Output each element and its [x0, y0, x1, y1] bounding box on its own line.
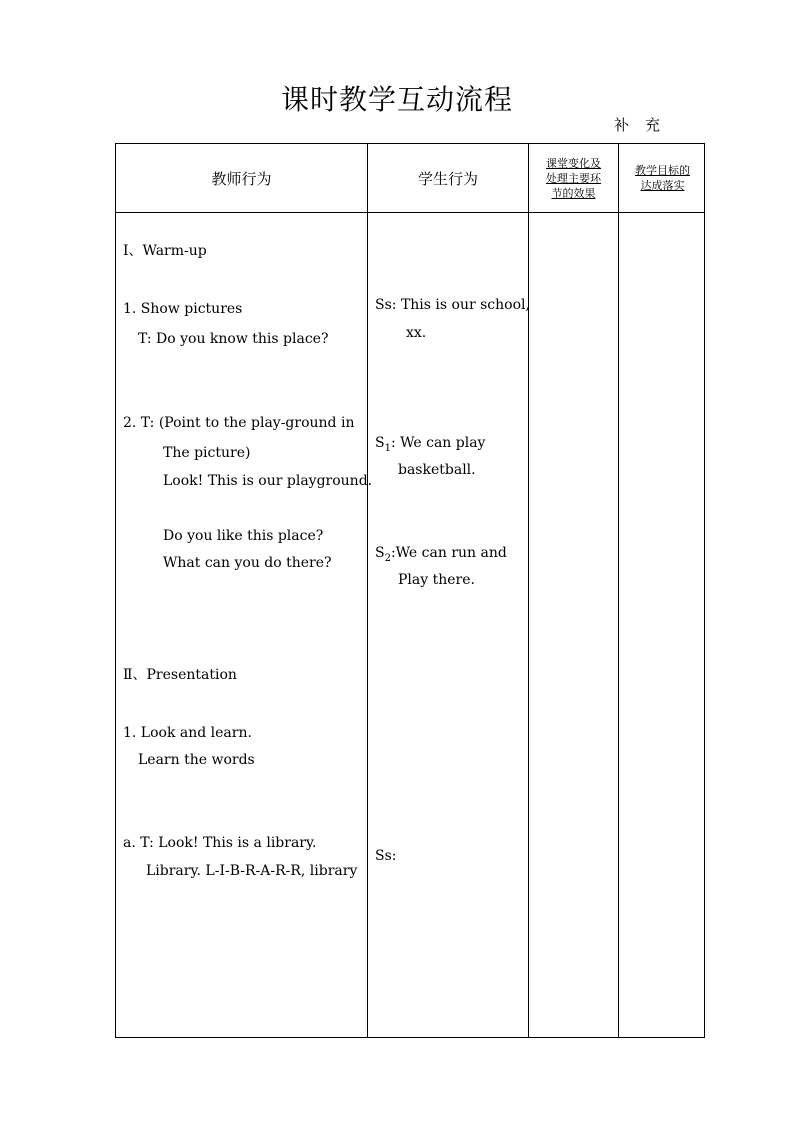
teacher-line: Do you like this place? — [163, 528, 324, 544]
student-response — [375, 544, 507, 568]
page-title: 课时教学互动流程 — [280, 83, 513, 116]
header-student — [368, 144, 528, 212]
header-teacher-label: 教师行为 — [211, 169, 272, 188]
step-show-pictures: 1. Show pictures — [123, 301, 243, 317]
teacher-line: Look! This is our playground. — [163, 473, 373, 489]
step-point-playground: 2. T: (Point to the play-ground in — [123, 415, 355, 431]
column-divider — [367, 144, 368, 1037]
header-student-label: 学生行为 — [417, 169, 478, 188]
student-response — [375, 434, 485, 458]
speaker-number: 1 — [384, 442, 391, 454]
student-response: basketball. — [398, 462, 476, 478]
column-divider — [528, 144, 529, 1037]
student-response: xx. — [406, 325, 427, 341]
column-divider — [618, 144, 619, 1037]
response-text: :We can run and — [390, 545, 507, 561]
teacher-line: a. T: Look! This is a library. — [123, 835, 317, 851]
student-response: Ss: — [375, 848, 397, 864]
student-response: Ss: This is our school, — [375, 297, 530, 313]
header-changes-line: 课堂变化及 — [546, 156, 601, 170]
speaker-number: 2 — [384, 552, 391, 564]
speaker-label: S — [375, 435, 385, 451]
supplement-label: 补充 — [614, 116, 677, 134]
teacher-line: The picture) — [163, 445, 251, 461]
lesson-table — [115, 143, 705, 1038]
header-goals-line: 教学目标的 — [635, 164, 690, 177]
header-goals — [619, 144, 706, 212]
header-changes — [529, 144, 618, 212]
header-changes-line: 节的效果 — [551, 186, 596, 200]
header-teacher — [116, 144, 367, 212]
step-look-and-learn: 1. Look and learn. — [123, 725, 252, 741]
teacher-line: Library. L-I-B-R-A-R-R, library — [146, 863, 358, 879]
teacher-line: What can you do there? — [163, 555, 332, 571]
response-text: : We can play — [390, 435, 486, 451]
student-response: Play there. — [398, 572, 475, 588]
speaker-label: S — [375, 545, 385, 561]
header-goals-line: 达成落实 — [640, 179, 685, 192]
teacher-question: T: Do you know this place? — [138, 331, 329, 347]
section-warmup: Ⅰ、Warm-up — [123, 243, 207, 259]
header-divider — [116, 212, 704, 213]
header-changes-line: 处理主要环 — [546, 171, 601, 185]
section-presentation: Ⅱ、Presentation — [123, 667, 237, 683]
teacher-line: Learn the words — [138, 752, 255, 768]
